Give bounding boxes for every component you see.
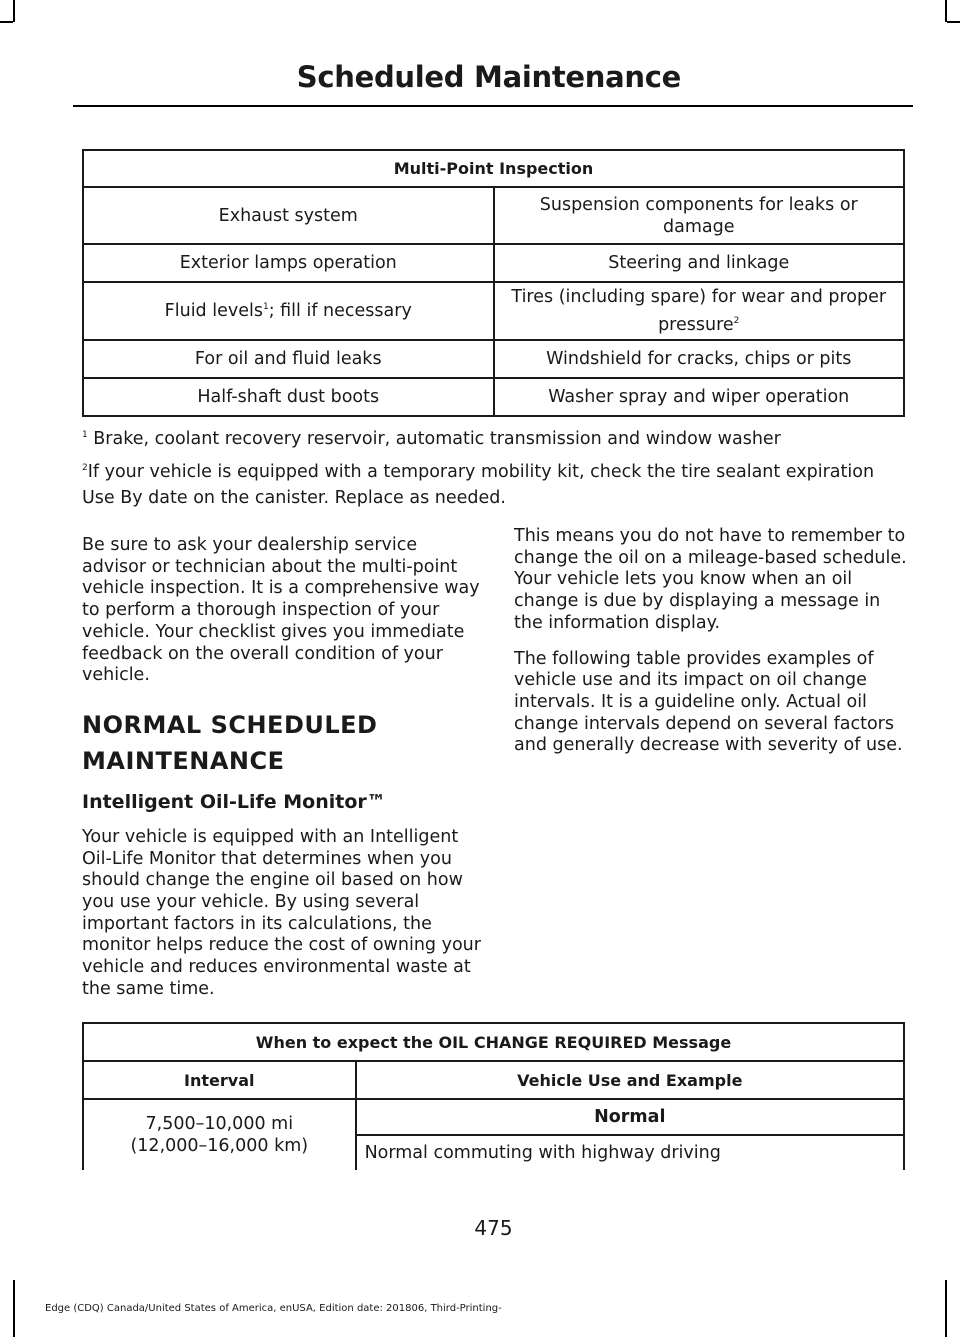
crop-mark [13,1280,15,1337]
table-cell: Exhaust system [83,187,494,244]
paragraph: Be sure to ask your dealership service advisor or technician about the multi-point vehicle inspection. It is a comprehensive way to perform a thorough inspection of your vehicle. Your checklist gives you immediate feedback on the overall condition of your vehicle. [82,535,480,686]
footnote-mark: 1 [82,430,88,441]
interval-cell [83,1099,356,1170]
use-example-cell: Normal commuting with highway driving [356,1135,904,1170]
crop-mark [947,21,960,23]
paragraph: The following table provides examples of vehicle use and its impact on oil change intervals. It is a guideline only. Actual oil change intervals depend on several factors and generally decrease with severity of use. [514,648,903,756]
paragraph: This means you do not have to remember to change the oil on a mileage-based schedule. Your vehicle lets you know when an oil change is due by displaying a message in the information display. [514,526,907,633]
table-row [83,282,904,340]
right-column [514,526,909,771]
left-column [82,535,482,1015]
use-heading-cell: Normal [356,1099,904,1135]
table-cell: Half-shaft dust boots [83,378,494,416]
footnote-mark: 2 [82,463,88,474]
multi-point-inspection-table [82,149,905,417]
table-cell: For oil and fluid leaks [83,340,494,378]
footnote [82,459,912,511]
table-title: When to expect the OIL CHANGE REQUIRED Message [83,1023,904,1061]
table-row [83,340,904,378]
column-header: Vehicle Use and Example [356,1061,904,1099]
subsection-heading: Intelligent Oil-Life Monitor™ [82,790,386,813]
cell-text: Tires (including spare) for wear and proper pressure [511,287,887,335]
footer: Edge (CDQ) Canada/United States of America, enUSA, Edition date: 201806, Third-Printing- [45,1303,502,1314]
footnote-ref: 2 [733,316,740,327]
page-title: Scheduled Maintenance [296,60,681,94]
table-cell: Exterior lamps operation [83,244,494,282]
page-number: 475 [474,1216,513,1240]
table-row [83,1099,904,1135]
footnote-text: If your vehicle is equipped with a temporary mobility kit, check the tire sealant expiration Use By date on the canister. Replace as needed. [82,462,875,508]
header-divider [73,105,913,107]
table-cell [494,282,905,340]
table-cell: Suspension components for leaks or damage [494,187,905,244]
cell-text: ; fill if necessary [268,301,412,321]
crop-mark [945,0,947,22]
footnote [82,426,912,452]
table-row [83,244,904,282]
table-cell: Washer spray and wiper operation [494,378,905,416]
interval-miles: 7,500–10,000 mi [145,1114,294,1134]
column-header: Interval [83,1061,356,1099]
crop-mark [13,0,15,22]
table-row [83,187,904,244]
footnote-text: Brake, coolant recovery reservoir, automatic transmission and window washer [87,429,781,449]
footnote-ref: 1 [262,302,269,313]
crop-mark [945,1280,947,1337]
table-header-row [83,1061,904,1099]
section-heading: NORMAL SCHEDULED MAINTENANCE [82,710,378,775]
table-cell [83,282,494,340]
oil-change-table [82,1022,905,1170]
table-title: Multi-Point Inspection [83,150,904,187]
interval-km: (12,000–16,000 km) [130,1136,309,1156]
table-cell: Windshield for cracks, chips or pits [494,340,905,378]
paragraph: Your vehicle is equipped with an Intelligent Oil-Life Monitor that determines when you should change the engine oil based on how you use your vehicle. By using several important factors in its calculations, the monitor helps reduce the cost of owning your vehicle and reduces environmental waste at the same time. [82,826,481,999]
table-row [83,378,904,416]
crop-mark [0,21,13,23]
table-cell: Steering and linkage [494,244,905,282]
cell-text: Fluid levels [164,301,263,321]
